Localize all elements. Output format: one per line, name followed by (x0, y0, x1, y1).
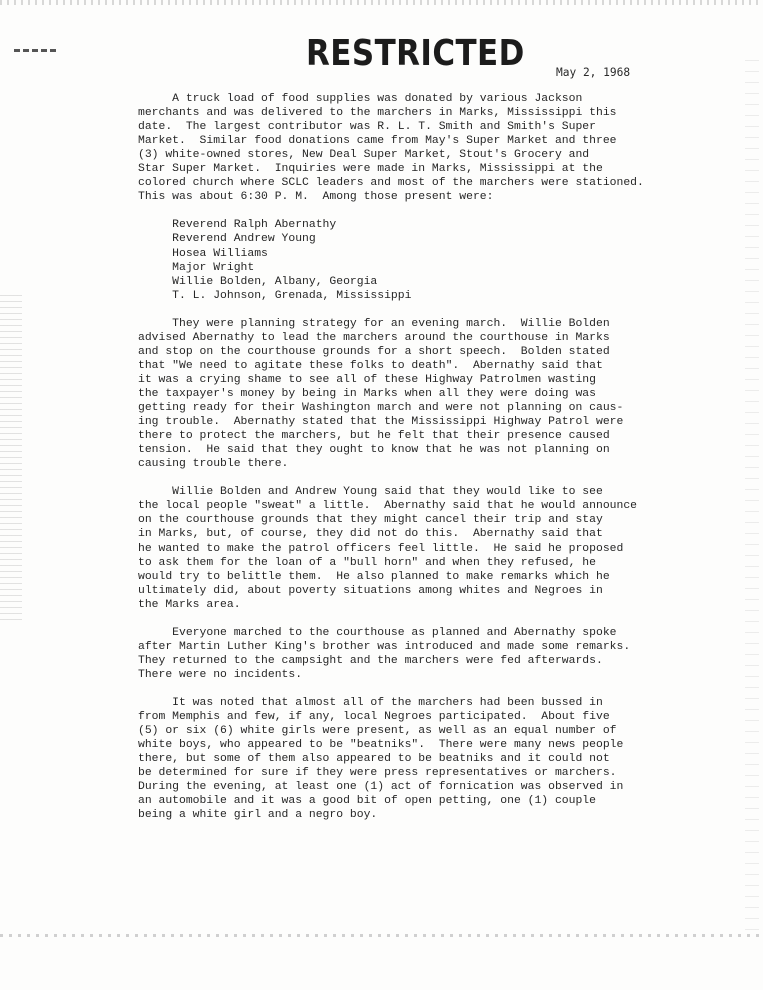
text-line: the taxpayer's money by being in Marks when all they were doing was (138, 387, 596, 400)
text-line: During the evening, at least one (1) act of fornication was observed in (138, 781, 624, 794)
text-line: on the courthouse grounds that they might cancel their trip and stay (138, 514, 603, 527)
text-line: from Memphis and few, if any, local Negroes participated. About five (138, 711, 610, 724)
attendee-list (138, 218, 718, 302)
text-line: that "We need to agitate these folks to death". Abernathy said that (138, 359, 603, 372)
paragraph-gap (138, 303, 718, 317)
paragraph-gap (138, 612, 718, 626)
text-line: an automobile and it was a good bit of open petting, one (1) couple (138, 795, 596, 808)
text-line: Star Super Market. Inquiries were made in Marks, Mississippi at the (138, 163, 603, 176)
scan-noise-left (0, 290, 22, 620)
text-line: and stop on the courthouse grounds for a short speech. Bolden stated (138, 345, 610, 358)
text-line: There were no incidents. (138, 668, 303, 681)
restricted-stamp: RESTRICTED (306, 33, 525, 74)
text-line: advised Abernathy to lead the marchers around the courthouse in Marks (138, 331, 610, 344)
paragraph (138, 317, 718, 472)
attendee-name: Reverend Ralph Abernathy (138, 219, 337, 232)
scan-noise-right (745, 60, 759, 930)
text-line: it was a crying shame to see all of these Highway Patrolmen wasting (138, 373, 596, 386)
paragraph (138, 92, 718, 204)
text-line: merchants and was delivered to the marchers in Marks, Mississippi this (138, 107, 617, 120)
text-line: would try to belittle them. He also planned to make remarks which he (138, 570, 610, 583)
paragraph (138, 485, 718, 611)
text-line: Willie Bolden and Andrew Young said that they would like to see (138, 486, 603, 499)
text-line: This was about 6:30 P. M. Among those present were: (138, 191, 494, 204)
attendee-name: Major Wright (138, 261, 255, 274)
paragraph (138, 696, 718, 822)
text-line: to ask them for the loan of a "bull horn" and when they refused, he (138, 556, 596, 569)
text-line: getting ready for their Washington march and were not planning on caus- (138, 402, 624, 415)
attendee-name: Hosea Williams (138, 247, 268, 260)
text-line: (3) white-owned stores, New Deal Super Market, Stout's Grocery and (138, 149, 590, 162)
text-line: Everyone marched to the courthouse as planned and Abernathy spoke (138, 626, 617, 639)
text-line: there, but some of them also appeared to be beatniks and it could not (138, 753, 610, 766)
text-line: It was noted that almost all of the marchers had been bussed in (138, 697, 603, 710)
paragraph-gap (138, 682, 718, 696)
attendee-name: T. L. Johnson, Grenada, Mississippi (138, 289, 412, 302)
text-line: (5) or six (6) white girls were present, as well as an equal number of (138, 725, 617, 738)
text-line: after Martin Luther King's brother was introduced and made some remarks. (138, 640, 631, 653)
text-line: ultimately did, about poverty situations among whites and Negroes in (138, 584, 603, 597)
text-line: A truck load of food supplies was donated by various Jackson (138, 93, 583, 105)
text-line: in Marks, but, of course, they did not do this. Abernathy said that (138, 528, 603, 541)
text-line: Market. Similar food donations came from May's Super Market and three (138, 135, 617, 148)
punch-mark (14, 49, 58, 52)
text-line: the Marks area. (138, 598, 241, 611)
text-line: date. The largest contributor was R. L. T. Smith and Smith's Super (138, 121, 596, 134)
text-line: the local people "sweat" a little. Abernathy said that he would announce (138, 500, 637, 513)
text-line: being a white girl and a negro boy. (138, 809, 378, 822)
paragraph-gap (138, 204, 718, 218)
paragraph (138, 626, 718, 682)
paragraph-gap (138, 471, 718, 485)
text-line: ing trouble. Abernathy stated that the Mississippi Highway Patrol were (138, 416, 624, 429)
text-line: tension. He said that they ought to know that he was not planning on (138, 444, 610, 457)
text-line: They returned to the campsight and the marchers were fed afterwards. (138, 654, 603, 667)
text-line: They were planning strategy for an evening march. Willie Bolden (138, 317, 610, 330)
scan-noise-bottom (0, 934, 763, 937)
text-line: colored church where SCLC leaders and most of the marchers were stationed. (138, 177, 644, 190)
document-body (138, 92, 718, 822)
text-line: white boys, who appeared to be "beatniks". There were many news people (138, 739, 624, 752)
attendee-name: Reverend Andrew Young (138, 233, 316, 246)
text-line: causing trouble there. (138, 458, 289, 471)
scan-noise-top (0, 0, 763, 5)
document-date: May 2, 1968 (556, 66, 631, 79)
attendee-name: Willie Bolden, Albany, Georgia (138, 275, 378, 288)
text-line: be determined for sure if they were press representatives or marchers. (138, 767, 617, 780)
text-line: there to protect the marchers, but he felt that their presence caused (138, 430, 610, 443)
text-line: he wanted to make the patrol officers feel little. He said he proposed (138, 542, 624, 555)
